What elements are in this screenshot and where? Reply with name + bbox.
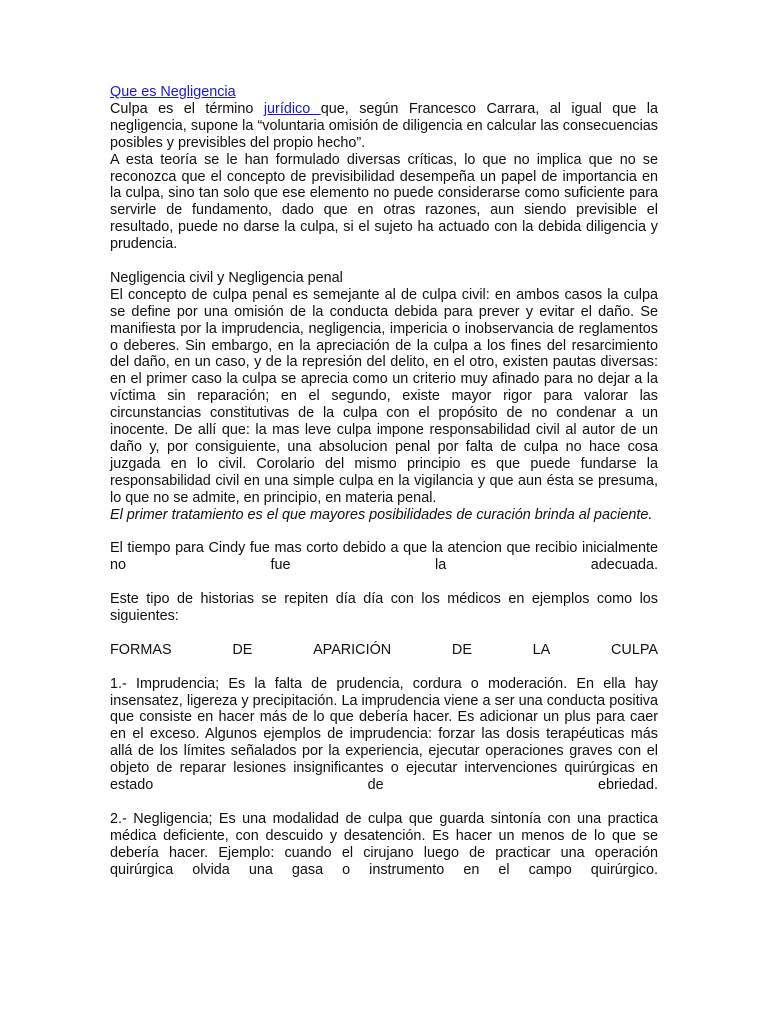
heading-word: FORMAS — [110, 641, 172, 658]
spacer — [110, 659, 658, 676]
paragraph-culpa-definition — [110, 101, 658, 152]
title-link[interactable]: Que es Negligencia — [110, 84, 236, 100]
paragraph-imprudencia: 1.- Imprudencia; Es la falta de prudencia, cordura o moderación. En ella hay insensatez, ligereza y precipitación. La imprudencia viene a ser una conducta positiva que consiste en hacer más de lo que debería hacer. Es adicionar un plus para caer en el exceso. Algunos ejemplos de imprudencia: forzar las dosis terapéuticas más allá de los límites señalados por la experiencia, ejecutar operaciones graves con el objeto de reparar lesiones insignificantes o ejecutar intervenciones quirúrgicas en estado de ebriedad. — [110, 675, 658, 794]
title-paragraph — [110, 84, 658, 101]
heading-word: DE — [232, 641, 253, 658]
heading-word: DE — [451, 641, 472, 658]
p1-text-start: Culpa es el término — [110, 100, 264, 117]
paragraph-italic-tratamiento: El primer tratamiento es el que mayores posibilidades de curación brinda al paciente. — [110, 506, 653, 523]
spacer — [110, 253, 658, 270]
heading-word: APARICIÓN — [313, 641, 392, 658]
heading-word: CULPA — [611, 641, 658, 658]
spacer — [110, 574, 658, 591]
document-page — [110, 84, 658, 879]
paragraph-negligencia: 2.- Negligencia; Es una modalidad de culpa que guarda sintonía con una practica médica deficiente, con descuido y desatención. Es hacer un menos de lo que se debería hacer. Ejemplo: cuando el cirujano luego de practicar una operación quirúrgica olvida una gasa o instrumento en el campo quirúrgico. — [110, 810, 658, 878]
spacer — [110, 794, 658, 811]
paragraph-historias: Este tipo de historias se repiten día día con los médicos en ejemplos como los siguientes: — [110, 591, 658, 625]
juridico-link[interactable]: jurídico — [263, 100, 321, 117]
paragraph-criticas: A esta teoría se le han formulado diversas críticas, lo que no implica que no se reconozca que el concepto de previsibilidad desempeña un papel de importancia en la culpa, sino tan solo que ese elemento no puede considerarse como suficiente para servirle de fundamento, dado que en otras razones, aun siendo previsible el resultado, puede no darse la culpa, si el sujeto ha actuado con la debida diligencia y prudencia. — [110, 151, 658, 253]
spacer — [110, 524, 658, 541]
heading-formas-aparicion — [110, 642, 658, 659]
spacer — [110, 625, 658, 642]
paragraph-culpa-penal: El concepto de culpa penal es semejante al de culpa civil: en ambos casos la culpa se define por una omisión de la conducta debida para prever y evitar el daño. Se manifiesta por la imprudencia, negligencia, impericia o inobservancia de reglamentos o deberes. Sin embargo, en la apreciación de la culpa a los fines del resarcimiento del daño, en un caso, y de la represión del delito, en el otro, existen pautas diversas: en el primer caso la culpa se aprecia como un criterio muy afinado para no dejar a la víctima sin reparación; en el segundo, existe mayor rigor para valorar las circunstancias constitutivas de la culpa con el propósito de no condenar a un inocente. De allí que: la mas leve culpa impone responsabilidad civil al autor de un daño y, por consiguiente, una absolucion penal por falta de culpa no hace cosa juzgada en lo civil. Corolario del mismo principio es que puede fundarse la responsabilidad civil en una simple culpa en la vigilancia y que aun ésta se presuma, lo que no se admite, en principio, en materia penal. — [110, 286, 658, 506]
paragraph-cindy: El tiempo para Cindy fue mas corto debido a que la atencion que recibio inicialmente no fue la adecuada. — [110, 540, 658, 574]
p1-text-end: que, según Francesco Carrara, al igual que la negligencia, supone la “voluntaria omisión de diligencia en calcular las consecuencias posibles y previsibles del propio hecho”. — [110, 100, 658, 151]
heading-civil-penal: Negligencia civil y Negligencia penal — [110, 269, 343, 286]
heading-word: LA — [532, 641, 551, 658]
